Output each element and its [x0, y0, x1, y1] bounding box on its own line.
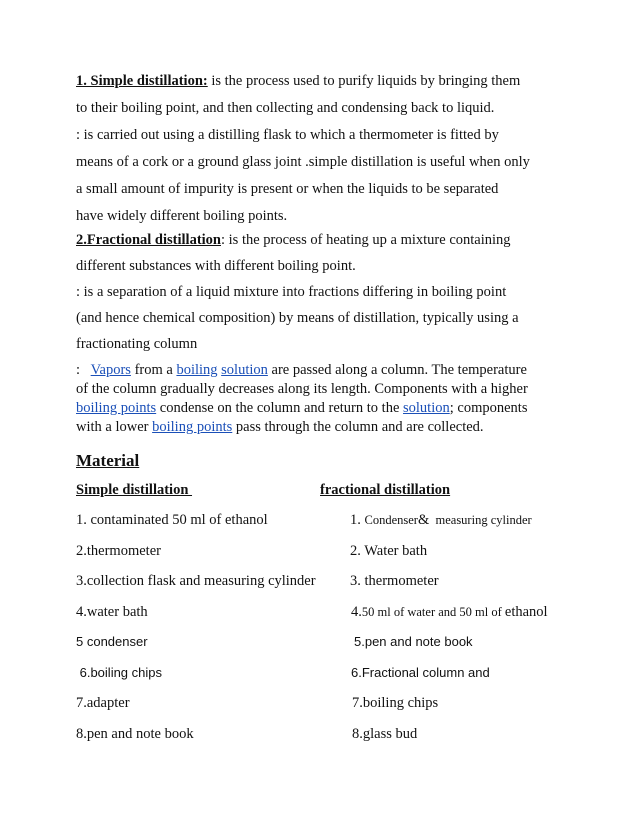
col1-item: 8.pen and note book — [76, 726, 194, 742]
col1-item: 7.adapter — [76, 695, 130, 711]
text: with a lower — [76, 419, 153, 435]
simple-line-2: to their boiling point, and then collecting and condensing back to liquid. — [76, 100, 495, 116]
fractional-line-1 — [76, 231, 511, 249]
col2-item-5: 5.pen and note book — [354, 634, 473, 649]
fractional-line-7: of the column gradually decreases along its length. Components with a higher — [76, 381, 528, 397]
col1-item: 1. contaminated 50 ml of ethanol — [76, 512, 268, 528]
col2-item-6: 6.Fractional column and — [351, 665, 490, 680]
link-boiling-points-2[interactable]: boiling points — [152, 419, 233, 435]
simple-line-4: means of a cork or a ground glass joint .simple distillation is useful when only — [76, 154, 530, 170]
text: : — [76, 362, 91, 378]
col2-item-4 — [351, 603, 548, 621]
text: pass through the column and are collected. — [232, 419, 484, 435]
link-vapors[interactable]: Vapors — [90, 362, 131, 378]
fractional-line-3: : is a separation of a liquid mixture into fractions differing in boiling point — [76, 284, 507, 300]
text: are passed along a column. The temperature — [267, 362, 527, 378]
text: ethanol — [504, 604, 548, 620]
col1-item: 2.thermometer — [76, 543, 161, 559]
fractional-line-2: different substances with different boiling point. — [76, 258, 356, 274]
col2-item-1 — [350, 511, 532, 529]
text: measuring cylinder — [429, 513, 532, 527]
text: from a — [130, 362, 177, 378]
col1-item: 5 condenser — [76, 634, 148, 649]
fractional-line-8 — [76, 399, 527, 417]
simple-line-5: a small amount of impurity is present or when the liquids to be separated — [76, 181, 499, 197]
text: : is the process of heating up a mixture containing — [221, 232, 511, 248]
fractional-line-5: fractionating column — [76, 336, 198, 352]
link-boiling[interactable]: boiling — [176, 362, 218, 378]
text: 50 ml of water and 50 ml of — [361, 605, 505, 619]
col2-header: fractional distillation — [320, 482, 451, 498]
simple-line-3: : is carried out using a distilling flask to which a thermometer is fitted by — [76, 127, 499, 143]
fractional-line-9 — [76, 418, 484, 436]
simple-line-1 — [76, 72, 520, 90]
text: & — [417, 512, 430, 528]
text: is the process used to purify liquids by bringing them — [207, 73, 521, 89]
text: ; components — [449, 400, 528, 416]
col2-item-7: 7.boiling chips — [352, 695, 439, 711]
col2-item-8: 8.glass bud — [352, 726, 418, 742]
link-boiling-points[interactable]: boiling points — [76, 400, 157, 416]
col1-item: 4.water bath — [76, 604, 148, 620]
material-heading: Material — [76, 451, 140, 470]
text: Condenser — [364, 513, 418, 527]
fractional-line-6 — [76, 361, 527, 379]
col2-item-3: 3. thermometer — [350, 573, 439, 589]
link-solution-2[interactable]: solution — [403, 400, 450, 416]
text: 4. — [351, 604, 362, 620]
simple-heading: 1. Simple distillation: — [76, 73, 208, 89]
text: 1. — [350, 512, 365, 528]
link-solution[interactable]: solution — [221, 362, 268, 378]
col1-item: 3.collection flask and measuring cylinder — [76, 573, 316, 589]
col2-item-2: 2. Water bath — [350, 543, 428, 559]
text: condense on the column and return to the — [156, 400, 404, 416]
simple-line-6: have widely different boiling points. — [76, 208, 288, 224]
col1-item: 6.boiling chips — [76, 665, 162, 680]
col1-header: Simple distillation — [76, 482, 193, 498]
fractional-line-4: (and hence chemical composition) by means of distillation, typically using a — [76, 310, 519, 326]
fractional-heading: 2.Fractional distillation — [76, 232, 221, 248]
